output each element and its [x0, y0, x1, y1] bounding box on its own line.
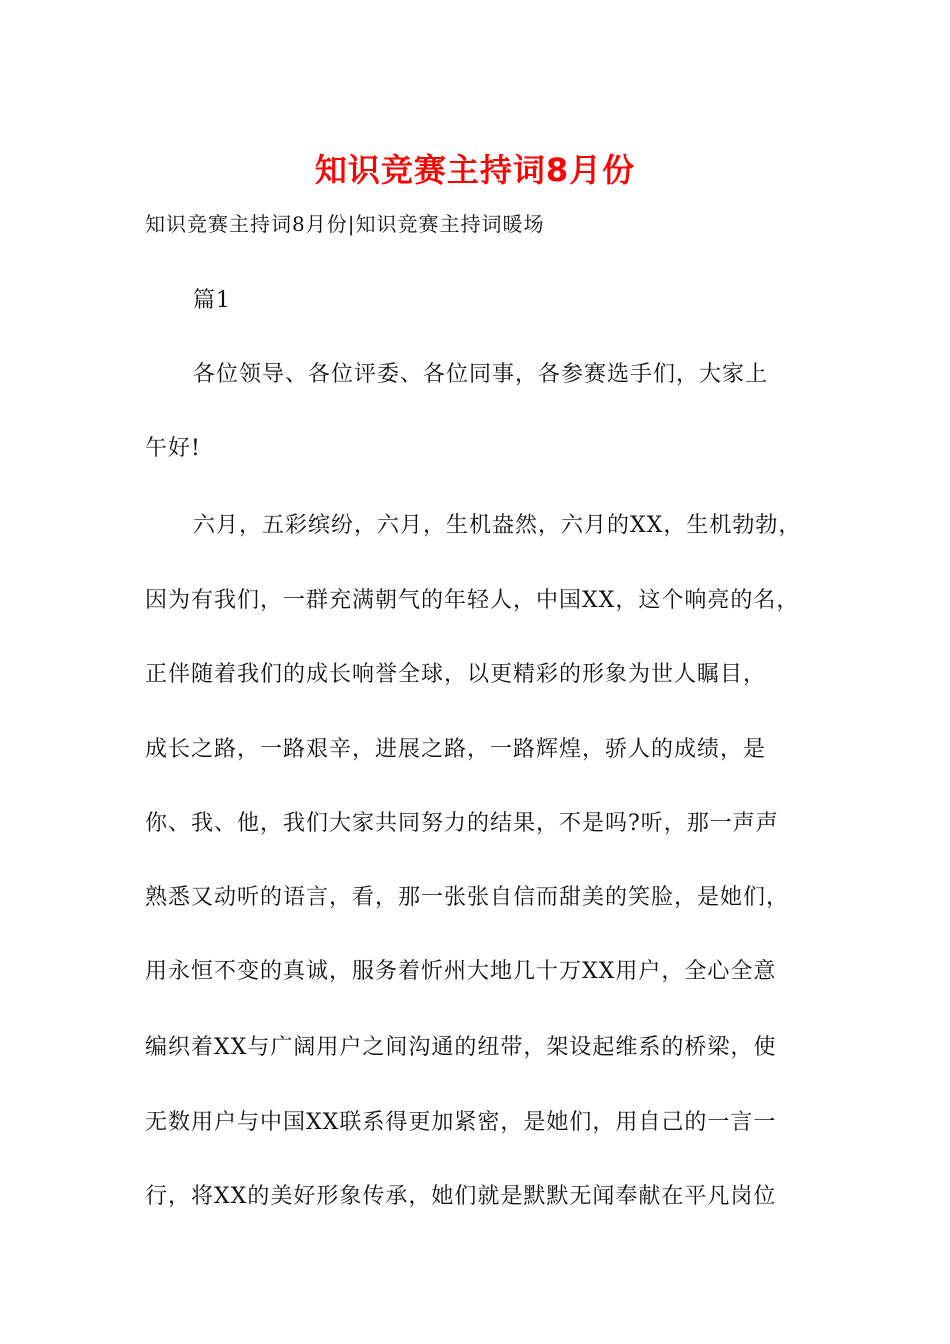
paragraph-line: 因为有我们，一群充满朝气的年轻人，中国XX，这个响亮的名，: [145, 588, 800, 613]
paragraph-line: 正伴随着我们的成长响誉全球，以更精彩的形象为世人瞩目，: [145, 662, 767, 687]
paragraph-line: 成长之路，一路艰辛，进展之路，一路辉煌，骄人的成绩，是: [145, 737, 767, 762]
paragraph-line: 午好!: [145, 436, 201, 461]
paragraph-line: 无数用户与中国XX联系得更加紧密，是她们，用自己的一言一: [145, 1110, 777, 1135]
paragraph-line: 编织着XX与广阔用户之间沟通的纽带，架设起维系的桥梁，使: [145, 1035, 777, 1060]
paragraph-line: 熟悉又动听的语言，看，那一张张自信而甜美的笑脸，是她们，: [145, 885, 790, 910]
paragraph-line: 各位领导、各位评委、各位同事，各参赛选手们，大家上: [193, 362, 769, 387]
section-label: 篇1: [193, 288, 231, 313]
paragraph-line: 行，将XX的美好形象传承，她们就是默默无闻奉献在平凡岗位: [145, 1184, 777, 1209]
paragraph-line: 用永恒不变的真诚，服务着忻州大地几十万XX用户，全心全意: [145, 959, 777, 984]
document-subtitle: 知识竞赛主持词8月份|知识竞赛主持词暖场: [145, 212, 545, 236]
paragraph-line: 你、我、他，我们大家共同努力的结果，不是吗?听，那一声声: [145, 811, 779, 836]
paragraph-line: 六月，五彩缤纷，六月，生机盎然，六月的XX，生机勃勃，: [193, 513, 802, 538]
document-title: 知识竞赛主持词8月份: [314, 151, 636, 189]
